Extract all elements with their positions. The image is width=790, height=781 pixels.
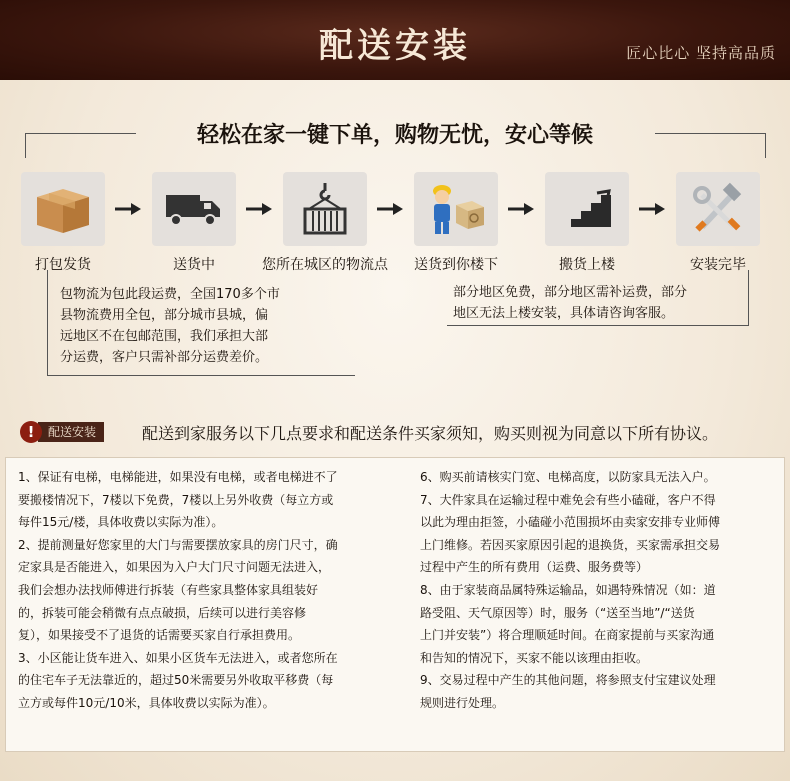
terms-line: 要搬楼情况下，7楼以下免费，7楼以上另外收费（每立方或 <box>18 492 334 507</box>
arrow-right-icon <box>377 203 403 215</box>
header-banner <box>0 0 790 80</box>
terms-column-left <box>18 466 388 715</box>
step-logistics-point <box>283 172 367 246</box>
terms-line: 3、小区能让货车进入、如果小区货车无法进入，或者您所在 <box>18 650 338 665</box>
terms-line: 规则进行处理。 <box>420 695 505 710</box>
header-slogan: 匠心比心 坚持高品质 <box>626 44 776 62</box>
note-line: 分运费，客户只需补部分运费差价。 <box>60 350 269 365</box>
package-box-icon <box>31 181 95 237</box>
note-line: 部分地区免费，部分地区需补运费，部分 <box>453 285 688 300</box>
slogan-bracket-right <box>655 133 766 158</box>
terms-line: 路受阻、天气原因等）时，服务（“送至当地”/“送货 <box>420 605 695 620</box>
step-label-package: 打包发货 <box>35 257 91 273</box>
terms-line: 定家具是否能进入，如果因为入户大门尺寸问题无法进入， <box>18 560 331 575</box>
terms-line: 以此为理由拒签，小磕碰小范围损坏由卖家安排专业师傅 <box>420 515 721 530</box>
note-line: 县物流费用全包，部分城市县城，偏 <box>60 308 269 323</box>
terms-line: 8、由于家装商品属特殊运输品，如遇特殊情况（如：道 <box>420 582 716 597</box>
terms-line: 我们会想办法找师傅进行拆装（有些家具整体家具组装好 <box>18 582 319 597</box>
shipping-note-right <box>447 270 749 326</box>
arrow-right-icon <box>508 203 534 215</box>
terms-line: 复），如果接受不了退货的话需要买家自行承担费用。 <box>18 628 301 643</box>
terms-line: 9、交易过程中产生的其他问题，将参照支付宝建议处理 <box>420 673 716 688</box>
terms-line: 过程中产生的所有费用（运费、服务费等） <box>420 560 649 575</box>
step-shipping <box>152 172 236 246</box>
notice-badge <box>20 421 104 443</box>
shipping-note-left <box>47 270 355 376</box>
stairs-icon <box>557 187 617 231</box>
terms-line: 和告知的情况下，买家不能以该理由拒收。 <box>420 650 649 665</box>
terms-column-right <box>420 466 775 715</box>
step-carry-upstairs <box>545 172 629 246</box>
arrow-right-icon <box>246 203 272 215</box>
notice-text: 配送到家服务以下几点要求和配送条件买家须知，购买则视为同意以下所有协议。 <box>142 424 719 443</box>
arrow-right-icon <box>115 203 141 215</box>
step-label-shipping: 送货中 <box>173 257 215 273</box>
step-label-carry-upstairs: 搬货上楼 <box>559 257 615 273</box>
step-package <box>21 172 105 246</box>
delivery-truck-icon <box>164 189 224 229</box>
terms-line: 6、购买前请核实门宽、电梯高度，以防家具无法入户。 <box>420 470 716 484</box>
terms-line: 每件15元/楼，具体收费以实际为准）。 <box>18 515 224 530</box>
slogan-headline: 轻松在家一键下单，购物无忧，安心等候 <box>196 123 593 148</box>
tools-icon <box>688 179 748 239</box>
step-label-delivered-downstairs: 送货到你楼下 <box>414 257 498 273</box>
note-line: 包物流为包此段运费，全国170多个市 <box>60 287 280 302</box>
arrow-right-icon <box>639 203 665 215</box>
terms-line: 7、大件家具在运输过程中难免会有些小磕碰，客户不得 <box>420 492 716 507</box>
terms-line: 上门并安装”）将合理顺延时间。在商家提前与买家沟通 <box>420 628 715 643</box>
exclamation-icon: ! <box>20 421 42 443</box>
note-line: 远地区不在包邮范围，我们承担大部 <box>60 329 269 344</box>
terms-line: 2、提前测量好您家里的大门与需要摆放家具的房门尺寸，确 <box>18 537 338 552</box>
step-delivered-downstairs <box>414 172 498 246</box>
terms-line: 上门维修。若因买家原因引起的退换货，买家需承担交易 <box>420 537 721 552</box>
step-label-logistics-point: 您所在城区的物流点 <box>262 257 388 273</box>
slogan-bracket-left <box>25 133 136 158</box>
step-installed <box>676 172 760 246</box>
note-line: 地区无法上楼安装，具体请咨询客服。 <box>453 306 675 321</box>
terms-line: 的，拆装可能会稍微有点点破损，后续可以进行美容修 <box>18 605 307 620</box>
delivery-worker-icon <box>424 177 488 241</box>
terms-line: 立方或每件10元/10米，具体收费以实际为准）。 <box>18 695 275 710</box>
notice-badge-label: 配送安装 <box>38 422 104 442</box>
terms-line: 1、保证有电梯，电梯能进，如果没有电梯，或者电梯进不了 <box>18 470 338 484</box>
crane-container-icon <box>295 179 355 239</box>
page-title: 配送安装 <box>319 26 471 66</box>
terms-line: 的住宅车子无法靠近的，超过50米需要另外收取平移费（每 <box>18 673 334 688</box>
step-label-installed: 安装完毕 <box>690 257 746 273</box>
